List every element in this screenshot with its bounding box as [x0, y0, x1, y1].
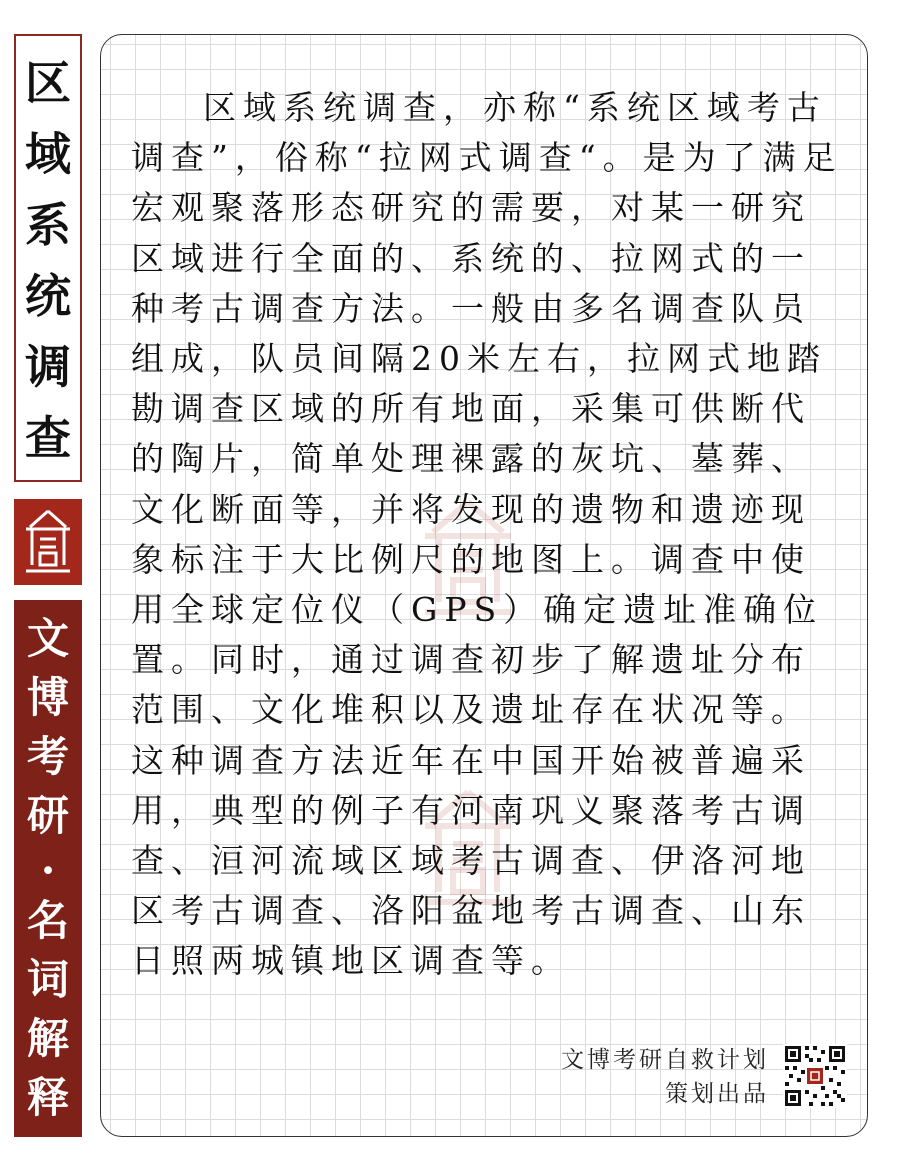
- banner-char: 博: [26, 673, 69, 722]
- definition-card: [100, 34, 868, 1137]
- banner-char: 名: [26, 896, 69, 945]
- side-banner: [14, 600, 82, 1137]
- banner-char: 研: [26, 791, 69, 840]
- term-char: 区: [25, 56, 71, 110]
- term-char: 查: [25, 411, 71, 465]
- banner-char: ·: [40, 846, 56, 895]
- qr-code-icon: [783, 1044, 847, 1108]
- definition-text: 区域系统调查，亦称“系统区域考古调查”，俗称“拉网式调查“。是为了满足宏观聚落形态研究的需要，对某一研究区域进行全面的、系统的、拉网式的一种考古调查方法。一般由多名调查队员组成，队员间隔20米左右，拉网式地踏勘调查区域的所有地面，采集可供断代的陶片，简单处理裸露的灰坑、墓葬、文化断面等，并将发现的遗物和遗迹现象标注于大比例尺的地图上。调查中使用全球定位仪（GPS）确定遗址准确位置。同时，通过调查初步了解遗址分布范围、文化堆积以及遗址存在状况等。这种调查方法近年在中国开始被普遍采用，典型的例子有河南巩义聚落考古调查、洹河流域区域考古调查、伊洛河地区考古调查、洛阳盆地考古调查、山东日照两城镇地区调查等。: [131, 88, 843, 981]
- credit-line: 文博考研自救计划: [561, 1047, 769, 1073]
- seal-emblem-icon: [14, 499, 82, 585]
- credit-text: [561, 1043, 769, 1111]
- banner-char: 考: [26, 732, 69, 781]
- term-char: 统: [25, 269, 71, 323]
- term-char: 调: [25, 340, 71, 394]
- banner-char: 文: [26, 614, 69, 663]
- term-title: [14, 34, 82, 482]
- term-char: 域: [25, 127, 71, 181]
- banner-char: 解: [26, 1014, 69, 1063]
- term-char: 系: [25, 198, 71, 252]
- banner-char: 释: [26, 1073, 69, 1122]
- banner-char: 词: [26, 955, 69, 1004]
- credit-line: 策划出品: [665, 1081, 769, 1107]
